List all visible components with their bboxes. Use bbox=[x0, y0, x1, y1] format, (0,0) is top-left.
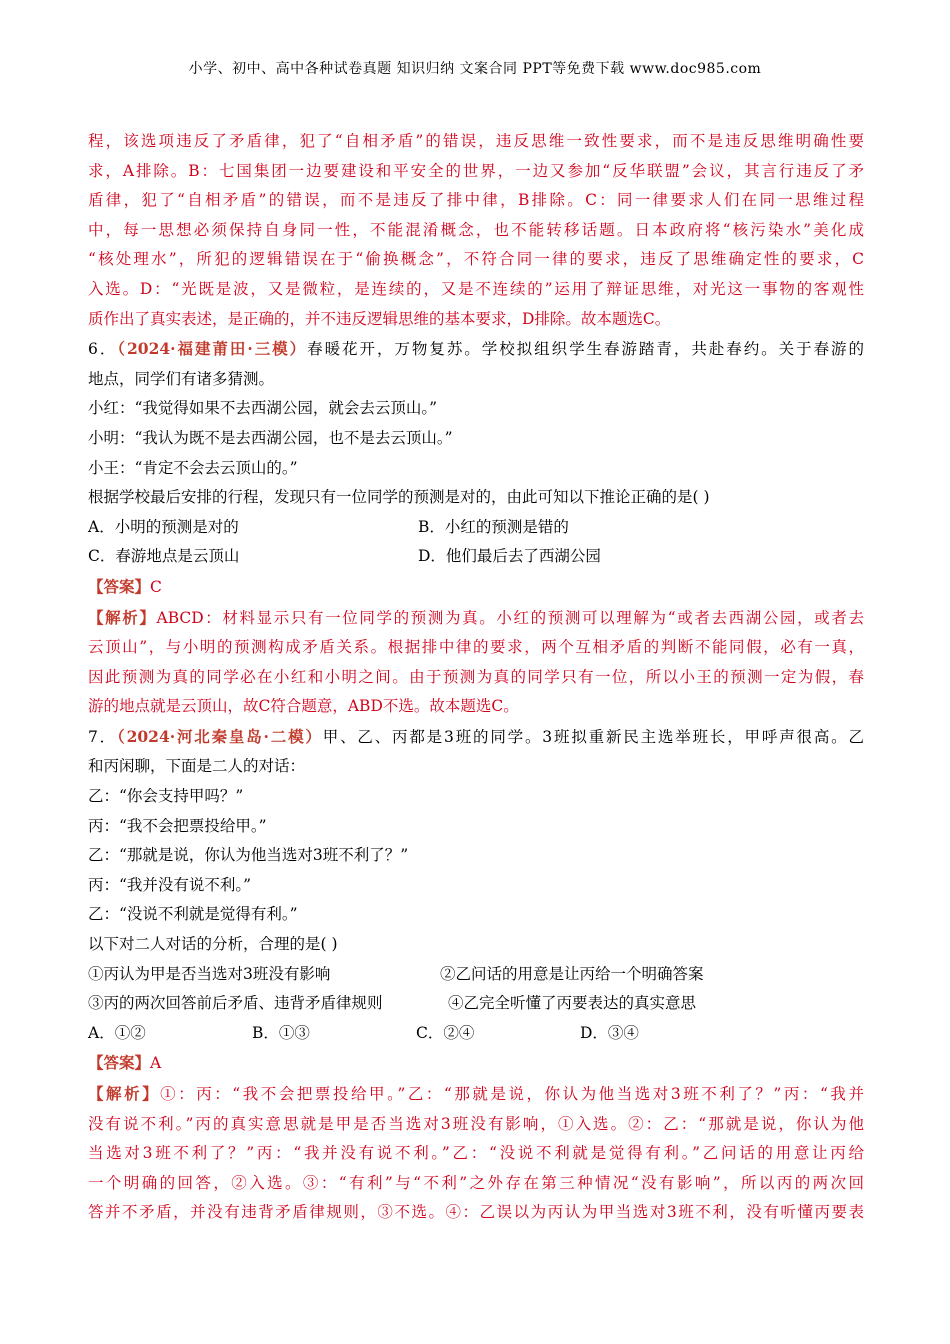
option-a: A．①② bbox=[88, 1023, 146, 1042]
analysis-line bbox=[88, 1079, 864, 1110]
statement-3: ③丙的两次回答前后矛盾、违背矛盾律规则 bbox=[88, 994, 383, 1013]
dialogue-line: 小明：“我认为既不是去西湖公园，也不是去云顶山。” bbox=[88, 428, 453, 447]
analysis-line: 一个明确的回答，②入选。③：“有利”与“不利”之外存在第三种情况“没有影响”，所以丙的两次回 bbox=[88, 1173, 864, 1192]
document-body bbox=[88, 127, 864, 1228]
answer-tag: 【答案】 bbox=[88, 576, 151, 596]
analysis-line: 当选对3班不利了？”丙：“我并没有说不利。”乙：“没说不利就是觉得有利。”乙问话的用意让丙给 bbox=[88, 1144, 864, 1163]
dialogue-line: 丙：“我不会把票投给甲。” bbox=[88, 816, 267, 835]
question-source: （2024·河北秦皇岛·二模） bbox=[117, 726, 323, 746]
dialogue-line: 小红：“我觉得如果不去西湖公园，就会去云顶山。” bbox=[88, 399, 438, 418]
statements-row bbox=[88, 960, 864, 990]
statements-row bbox=[88, 989, 864, 1019]
dialogue-line: 丙：“我并没有说不利。” bbox=[88, 875, 252, 894]
question-text: 和丙闲聊，下面是二人的对话： bbox=[88, 757, 306, 776]
prev-analysis bbox=[88, 127, 864, 334]
analysis-line bbox=[88, 603, 864, 634]
option-a: A．小明的预测是对的 bbox=[88, 517, 239, 536]
answer-value: A bbox=[150, 1054, 162, 1073]
answer-tag: 【答案】 bbox=[88, 1053, 151, 1073]
statement-4: ④乙完全听懂了丙要表达的真实意思 bbox=[448, 994, 697, 1013]
analysis-line: 因此预测为真的同学必在小红和小明之间。由于预测为真的同学只有一位，所以小王的预测一定为假，春 bbox=[88, 667, 864, 686]
analysis-tag: 【解析】 bbox=[88, 1084, 161, 1103]
option-c: C．春游地点是云顶山 bbox=[88, 547, 240, 566]
analysis-line: 游的地点就是云顶山，故C符合题意，ABD不选。故本题选C。 bbox=[88, 697, 519, 716]
option-b: B．①③ bbox=[252, 1023, 310, 1042]
option-d: D．③④ bbox=[580, 1023, 639, 1042]
dialogue-line: 乙：“你会支持甲吗？” bbox=[88, 787, 244, 806]
page-header: 小学、初中、高中各种试卷真题 知识归纳 文案合同 PPT等免费下载 www.doc985.com bbox=[188, 61, 762, 77]
question-6 bbox=[88, 334, 864, 722]
analysis-line: 云顶山”，与小明的预测构成矛盾关系。根据排中律的要求，两个互相矛盾的判断不能同假，必有一真， bbox=[88, 638, 864, 657]
dialogue-line: 乙：“没说不利就是觉得有利。” bbox=[88, 905, 298, 924]
analysis bbox=[88, 1079, 864, 1228]
analysis-text: ①：丙：“我不会把票投给甲。”乙：“那就是说，你认为他当选对3班不利了？”丙：“我并 bbox=[160, 1085, 864, 1103]
option-b: B．小红的预测是错的 bbox=[418, 517, 569, 536]
question-text: 甲、乙、丙都是3班的同学。3班拟重新民主选举班长，甲呼声很高。乙 bbox=[322, 727, 864, 746]
analysis-line: 质作出了真实表述，是正确的，并不违反逻辑思维的基本要求，D排除。故本题选C。 bbox=[88, 309, 671, 328]
question-text: 春暖花开，万物复苏。学校拟组织学生春游踏青，共赴春约。关于春游的 bbox=[307, 340, 864, 359]
option-c: C．②④ bbox=[416, 1023, 475, 1042]
analysis-line: 程，该选项违反了矛盾律，犯了“自相矛盾”的错误，违反思维一致性要求，而不是违反思维明确性要 bbox=[88, 132, 864, 150]
analysis-tag: 【解析】 bbox=[88, 607, 157, 627]
analysis-line: 入选。D：“光既是波，又是微粒，是连续的，又是不连续的”运用了辩证思维，对光这一事物的客观性 bbox=[88, 279, 864, 298]
question-prompt: 根据学校最后安排的行程，发现只有一位同学的预测是对的，由此可知以下推论正确的是( ) bbox=[88, 488, 710, 507]
analysis bbox=[88, 603, 864, 722]
question-7 bbox=[88, 722, 864, 1228]
answer-value: C bbox=[150, 577, 162, 596]
analysis-line: 中，每一思想必须保持自身同一性，不能混淆概念，也不能转移话题。日本政府将“核污染水”美化成 bbox=[88, 220, 864, 239]
dialogue-line: 小王：“肯定不会去云顶山的。” bbox=[88, 458, 298, 477]
question-source: （2024·福建莆田·三模） bbox=[117, 339, 308, 359]
analysis-line: “核处理水”，所犯的逻辑错误在于“偷换概念”，不符合同一律的要求，违反了思维确定性的要求，C bbox=[88, 250, 864, 269]
options-row bbox=[88, 513, 864, 543]
analysis-line: 答并不矛盾，并没有违背矛盾律规则，③不选。④：乙误以为丙认为甲当选对3班不利，没有听懂丙要表 bbox=[88, 1203, 864, 1222]
answer-line bbox=[88, 572, 864, 603]
option-d: D．他们最后去了西湖公园 bbox=[418, 547, 601, 566]
question-number: 7． bbox=[88, 727, 118, 746]
question-stem bbox=[88, 722, 864, 753]
analysis-text: ABCD：材料显示只有一位同学的预测为真。小红的预测可以理解为“或者去西湖公园，或者去 bbox=[156, 608, 864, 627]
question-number: 6． bbox=[88, 340, 118, 359]
dialogue-line: 乙：“那就是说，你认为他当选对3班不利了？” bbox=[88, 846, 409, 865]
options-row bbox=[88, 1019, 864, 1049]
question-text: 地点，同学们有诸多猜测。 bbox=[88, 369, 275, 388]
answer-line bbox=[88, 1048, 864, 1079]
question-prompt: 以下对二人对话的分析，合理的是( ) bbox=[88, 935, 338, 954]
options-row bbox=[88, 542, 864, 572]
analysis-line: 没有说不利。”丙的真实意思就是甲是否当选对3班没有影响，①入选。②：乙：“那就是说，你认为他 bbox=[88, 1114, 864, 1133]
analysis-line: 盾律，犯了“自相矛盾”的错误，而不是违反了排中律，B排除。C：同一律要求人们在同一思维过程 bbox=[88, 191, 864, 210]
question-stem bbox=[88, 334, 864, 365]
statement-1: ①丙认为甲是否当选对3班没有影响 bbox=[88, 964, 331, 983]
statement-2: ②乙问话的用意是让丙给一个明确答案 bbox=[440, 964, 704, 983]
analysis-line: 求，A排除。B：七国集团一边要建设和平安全的世界，一边又参加“反华联盟”会议，其言行违反了矛 bbox=[88, 161, 864, 180]
